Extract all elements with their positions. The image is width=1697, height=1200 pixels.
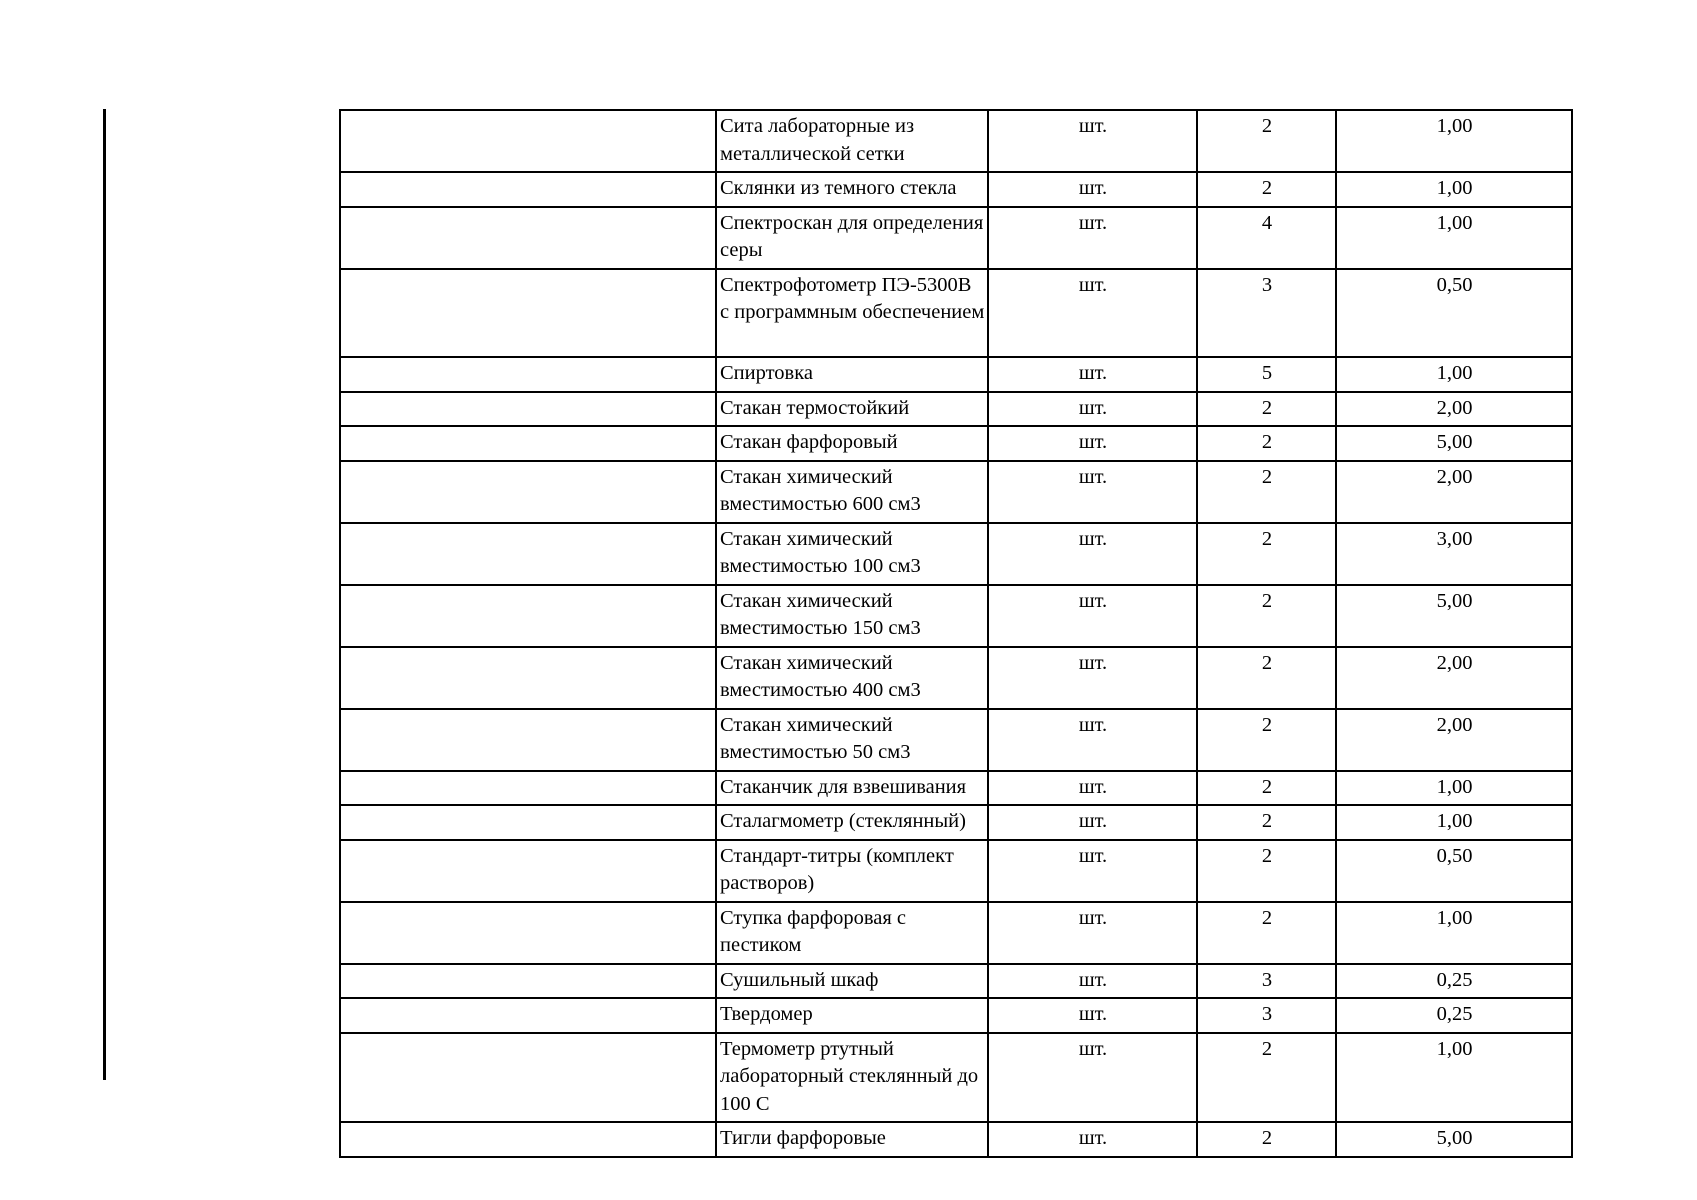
table-row [340,647,1572,709]
unit-cell: шт. [988,1122,1197,1157]
item-name-cell: Сита лабораторные из металлической сетки [716,110,988,172]
quantity-cell: 2 [1197,902,1336,964]
item-name-cell: Стакан химический вместимостью 100 см3 [716,523,988,585]
quantity-cell: 2 [1197,840,1336,902]
quantity-cell: 5 [1197,357,1336,392]
quantity-cell: 2 [1197,426,1336,461]
value-cell: 5,00 [1336,426,1572,461]
item-name-cell: Стаканчик для взвешивания [716,771,988,806]
equipment-table [339,109,1573,1158]
unit-cell: шт. [988,709,1197,771]
unit-cell: шт. [988,523,1197,585]
value-cell: 0,50 [1336,269,1572,358]
unit-cell: шт. [988,771,1197,806]
empty-cell [340,110,716,172]
quantity-cell: 2 [1197,1033,1336,1123]
table-row [340,1033,1572,1123]
quantity-cell: 2 [1197,461,1336,523]
table-row [340,805,1572,840]
item-name-cell: Стакан фарфоровый [716,426,988,461]
value-cell: 0,25 [1336,998,1572,1033]
item-name-cell: Ступка фарфоровая с пестиком [716,902,988,964]
empty-cell [340,426,716,461]
quantity-cell: 3 [1197,964,1336,999]
item-name-cell: Стандарт-титры (комплект растворов) [716,840,988,902]
quantity-cell: 2 [1197,647,1336,709]
unit-cell: шт. [988,1033,1197,1123]
value-cell: 1,00 [1336,771,1572,806]
table-row [340,523,1572,585]
unit-cell: шт. [988,998,1197,1033]
unit-cell: шт. [988,964,1197,999]
equipment-table-body [340,110,1572,1157]
quantity-cell: 2 [1197,110,1336,172]
empty-cell [340,461,716,523]
quantity-cell: 2 [1197,585,1336,647]
item-name-cell: Спиртовка [716,357,988,392]
quantity-cell: 3 [1197,269,1336,358]
empty-cell [340,269,716,358]
value-cell: 1,00 [1336,110,1572,172]
empty-cell [340,998,716,1033]
empty-cell [340,902,716,964]
empty-cell [340,709,716,771]
table-row [340,269,1572,358]
table-row [340,964,1572,999]
value-cell: 5,00 [1336,585,1572,647]
value-cell: 1,00 [1336,357,1572,392]
unit-cell: шт. [988,357,1197,392]
item-name-cell: Спектроскан для определения серы [716,207,988,269]
value-cell: 1,00 [1336,1033,1572,1123]
empty-cell [340,392,716,427]
unit-cell: шт. [988,207,1197,269]
empty-cell [340,172,716,207]
value-cell: 1,00 [1336,207,1572,269]
value-cell: 0,25 [1336,964,1572,999]
value-cell: 5,00 [1336,1122,1572,1157]
value-cell: 2,00 [1336,647,1572,709]
table-row [340,172,1572,207]
table-row [340,461,1572,523]
quantity-cell: 2 [1197,805,1336,840]
value-cell: 1,00 [1336,902,1572,964]
empty-cell [340,964,716,999]
quantity-cell: 2 [1197,392,1336,427]
table-row [340,392,1572,427]
unit-cell: шт. [988,461,1197,523]
table-row [340,585,1572,647]
quantity-cell: 2 [1197,709,1336,771]
value-cell: 0,50 [1336,840,1572,902]
item-name-cell: Стакан химический вместимостью 400 см3 [716,647,988,709]
value-cell: 2,00 [1336,461,1572,523]
quantity-cell: 2 [1197,523,1336,585]
table-row [340,357,1572,392]
unit-cell: шт. [988,392,1197,427]
empty-cell [340,357,716,392]
quantity-cell: 4 [1197,207,1336,269]
item-name-cell: Стакан химический вместимостью 50 см3 [716,709,988,771]
value-cell: 2,00 [1336,709,1572,771]
empty-cell [340,1033,716,1123]
item-name-cell: Твердомер [716,998,988,1033]
left-margin-rule [103,109,106,1080]
table-row [340,998,1572,1033]
quantity-cell: 3 [1197,998,1336,1033]
table-row [340,771,1572,806]
table-row [340,840,1572,902]
unit-cell: шт. [988,902,1197,964]
unit-cell: шт. [988,647,1197,709]
table-row [340,709,1572,771]
value-cell: 1,00 [1336,172,1572,207]
empty-cell [340,771,716,806]
item-name-cell: Стакан термостойкий [716,392,988,427]
unit-cell: шт. [988,805,1197,840]
value-cell: 3,00 [1336,523,1572,585]
quantity-cell: 2 [1197,771,1336,806]
empty-cell [340,840,716,902]
item-name-cell: Тигли фарфоровые [716,1122,988,1157]
item-name-cell: Термометр ртутный лабораторный стеклянный до 100 С [716,1033,988,1123]
empty-cell [340,805,716,840]
unit-cell: шт. [988,110,1197,172]
value-cell: 1,00 [1336,805,1572,840]
unit-cell: шт. [988,585,1197,647]
unit-cell: шт. [988,269,1197,358]
empty-cell [340,1122,716,1157]
quantity-cell: 2 [1197,172,1336,207]
table-row [340,426,1572,461]
quantity-cell: 2 [1197,1122,1336,1157]
table-row [340,110,1572,172]
unit-cell: шт. [988,840,1197,902]
item-name-cell: Сталагмометр (стеклянный) [716,805,988,840]
item-name-cell: Спектрофотометр ПЭ-5300В с программным обеспечением [716,269,988,358]
item-name-cell: Склянки из темного стекла [716,172,988,207]
item-name-cell: Стакан химический вместимостью 600 см3 [716,461,988,523]
value-cell: 2,00 [1336,392,1572,427]
table-row [340,902,1572,964]
empty-cell [340,523,716,585]
item-name-cell: Стакан химический вместимостью 150 см3 [716,585,988,647]
item-name-cell: Сушильный шкаф [716,964,988,999]
unit-cell: шт. [988,426,1197,461]
empty-cell [340,207,716,269]
empty-cell [340,647,716,709]
table-row [340,207,1572,269]
unit-cell: шт. [988,172,1197,207]
table-row [340,1122,1572,1157]
empty-cell [340,585,716,647]
